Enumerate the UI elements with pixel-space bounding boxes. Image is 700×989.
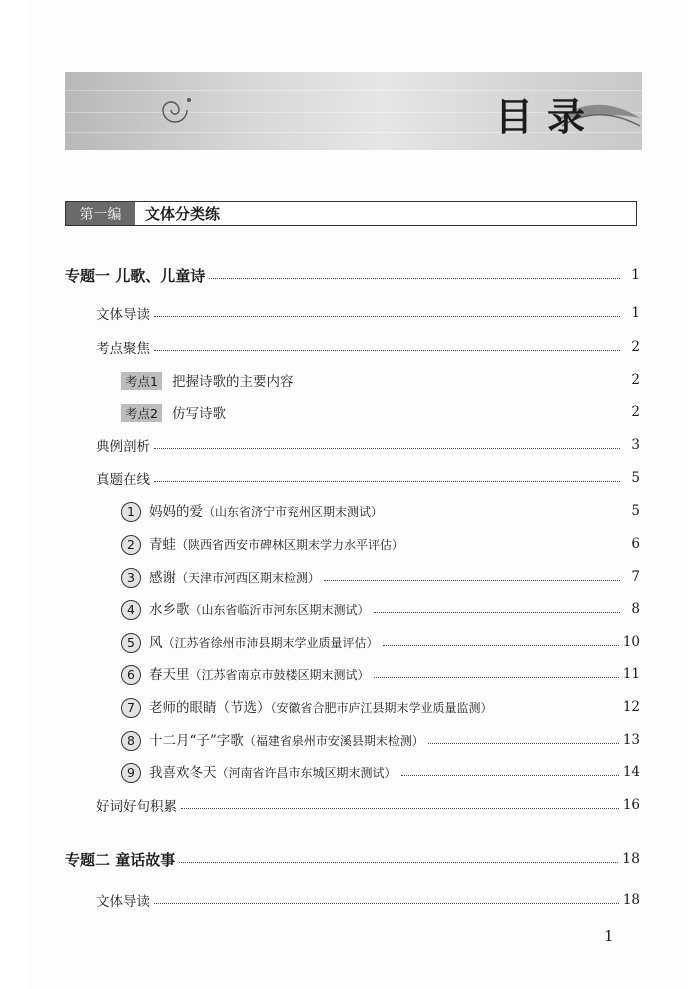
toc-item-5[interactable]: [121, 631, 640, 653]
item-number: 8: [121, 731, 141, 751]
kaodian-tag: 考点2: [121, 404, 162, 422]
leader-space: [387, 514, 620, 515]
item-title: 感谢: [149, 569, 176, 586]
topic-title: 专题一 儿歌、儿童诗: [65, 266, 206, 285]
dot-leader: [428, 743, 619, 744]
section-tag: 第一编: [66, 202, 135, 225]
page-ref: 10: [622, 634, 640, 650]
toc-item-6[interactable]: [121, 663, 640, 685]
page-ref: 12: [622, 699, 640, 715]
item-title: 春天里: [149, 666, 190, 683]
dot-leader: [401, 775, 619, 776]
page-ref: 6: [631, 536, 640, 552]
toc-item-9[interactable]: [121, 761, 640, 783]
item-number: 9: [121, 763, 141, 783]
item-number: 4: [121, 600, 141, 620]
dot-leader: [154, 350, 620, 351]
item-title: 妈妈的爱: [149, 503, 203, 520]
item-title: 十二月“子”字歌: [149, 732, 244, 749]
page-ref: 14: [622, 764, 640, 780]
toc-entry-exams[interactable]: [96, 467, 640, 489]
entry-label: 好词好句积累: [96, 799, 177, 815]
page-ref: 1: [631, 305, 640, 321]
item-title: 风: [149, 634, 163, 651]
topic-title: 专题二 童话故事: [65, 850, 176, 869]
page-ref: 5: [631, 503, 640, 519]
page-ref: 2: [631, 404, 640, 420]
toc-item-3[interactable]: [121, 566, 640, 588]
toc-entry-vocab[interactable]: [96, 794, 640, 816]
page-ref: 11: [622, 666, 640, 682]
toc-item-8[interactable]: [121, 729, 640, 751]
toc-entry-guide-2[interactable]: [96, 889, 640, 911]
toc-entry-kaodian-1[interactable]: [121, 369, 640, 391]
entry-label: 真题在线: [96, 472, 150, 488]
item-source: （福建省泉州市安溪县期末检测）: [243, 733, 424, 748]
page-number: 1: [604, 927, 614, 945]
entry-label: 文体导读: [96, 307, 150, 323]
dot-leader: [383, 645, 619, 646]
page-ref: 3: [631, 437, 640, 453]
item-source: （山东省济宁市兖州区期末测试）: [203, 504, 384, 519]
item-title: 青蛙: [149, 536, 176, 553]
dot-leader: [181, 808, 619, 809]
item-source: （江苏省徐州市沛县期末学业质量评估）: [162, 635, 379, 650]
item-source: （陕西省西安市碑林区期末学力水平评估）: [176, 537, 405, 552]
item-number: 6: [121, 665, 141, 685]
dot-leader: [374, 612, 620, 613]
item-number: 2: [121, 535, 141, 555]
kaodian-tag: 考点1: [121, 372, 162, 390]
dot-leader: [209, 278, 620, 279]
item-source: （安徽省合肥市庐江县期末学业质量监测）: [270, 700, 493, 715]
entry-label: 仿写诗歌: [171, 406, 226, 422]
item-source: （天津市河西区期末检测）: [176, 570, 321, 585]
entry-label: 把握诗歌的主要内容: [171, 374, 294, 390]
toc-entry-kaodian-2[interactable]: [121, 401, 640, 423]
section-header: [65, 201, 637, 226]
toc-topic-1[interactable]: [65, 264, 640, 286]
item-title: 水乡歌: [149, 601, 190, 618]
page-title: 目录: [495, 95, 600, 139]
toc-item-4[interactable]: [121, 598, 640, 620]
entry-label: 典例剖析: [96, 439, 150, 455]
dot-leader: [154, 316, 620, 317]
page-ref: 7: [631, 569, 640, 585]
item-source: （江苏省南京市鼓楼区期末测试）: [189, 667, 370, 682]
page-ref: 16: [622, 797, 640, 813]
leader-space: [408, 547, 620, 548]
dot-leader: [179, 862, 618, 863]
toc-item-1[interactable]: [121, 500, 640, 522]
toc-item-7[interactable]: [121, 696, 640, 718]
page-ref: 13: [622, 732, 640, 748]
item-number: 5: [121, 633, 141, 653]
dot-leader: [154, 448, 620, 449]
dot-leader: [374, 677, 619, 678]
entry-label: 考点聚焦: [96, 341, 150, 357]
item-number: 1: [121, 502, 141, 522]
item-source: （山东省临沂市河东区期末测试）: [189, 602, 370, 617]
page-ref: 8: [631, 601, 640, 617]
section-name: 文体分类练: [145, 205, 221, 223]
toc-topic-2[interactable]: [65, 848, 640, 870]
toc-entry-focus[interactable]: [96, 336, 640, 358]
toc-item-2[interactable]: [121, 533, 640, 555]
page-ref: 5: [631, 470, 640, 486]
dot-leader: [324, 580, 620, 581]
entry-label: 文体导读: [96, 894, 150, 910]
dot-leader: [154, 481, 620, 482]
page-ref: 18: [622, 892, 640, 908]
item-title: 我喜欢冬天: [149, 764, 217, 781]
toc-entry-examples[interactable]: [96, 434, 640, 456]
item-title: 老师的眼睛（节选）: [149, 699, 271, 716]
leader-space: [497, 710, 619, 711]
item-source: （河南省许昌市东城区期末测试）: [216, 765, 397, 780]
page-ref: 2: [631, 372, 640, 388]
leader-space: [297, 383, 620, 384]
page-ref: 18: [622, 851, 640, 867]
toc-entry-guide[interactable]: [96, 302, 640, 324]
title-banner: [65, 72, 642, 150]
dot-leader: [154, 903, 619, 904]
leader-space: [230, 415, 620, 416]
page-ref: 1: [631, 267, 640, 283]
swirl-decoration-icon: [145, 80, 205, 140]
item-number: 7: [121, 698, 141, 718]
page-ref: 2: [631, 339, 640, 355]
item-number: 3: [121, 568, 141, 588]
